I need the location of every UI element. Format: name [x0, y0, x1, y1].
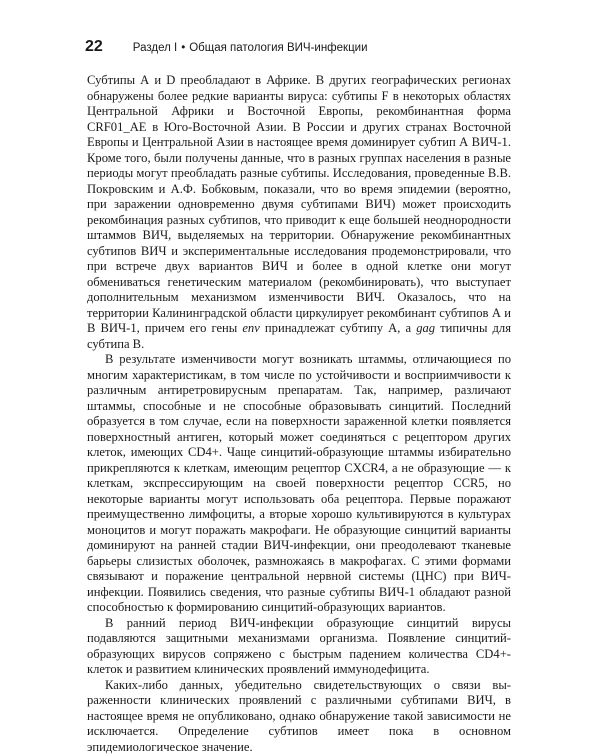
chapter-title: Общая патология ВИЧ-инфекции [189, 42, 367, 54]
paragraph-2: В результате изменчивости могут возникать штаммы, отличающиеся по многим характеристикам, в том числе по устойчивости и восприимчивости к различным антиретровирусным препаратам. Так, например, различают штаммы, способные и не способные образовывать синцитий. Последний образуется в том случае, если на поверхности зараженной клетки появляется поверхностный антиген, который может соединяться с рецептором других клеток, имеющих CD4+. Чаще синцитий-образующие штаммы избирательно прикрепляются к клеткам, имеющим рецептор CXCR4, а не образующие — к клеткам, экспрессирующим на своей поверхности рецептор CCR5, но некоторые варианты могут использовать оба рецептора. Первые поражают преимущественно лимфоциты, а вторые хорошо культивируются в культурах моноцитов и могут поражать макрофаги. Не образующие синцитий варианты доминируют на ранней стадии ВИЧ-инфекции, они преодолевают тканевые барьеры слизистых оболочек, размножаясь в макрофагах. С этими формами связывают и поражение центральной нервной системы (ЦНС) при ВИЧ-инфекции. Появились сведения, что разные субтипы ВИЧ-1 обладают разной способностью к формированию синцитий-образующих вариантов. [87, 352, 511, 616]
header-bullet: • [181, 42, 185, 54]
paragraph-1: Субтипы А и D преобладают в Африке. В других географических регионах обнаружены более редкие варианты вируса: субтипы F в некоторых областях Центральной Африки и Восточной Европы, рекомбинантная форма CRF01_AE в Юго-Восточной Азии. В России и других странах Восточной Европы и Центральной Азии в настоящее время доминирует субтип А ВИЧ-1. Кроме того, были получены данные, что в разных группах населения в разные периоды могут преобладать разные субтипы. Исследования, проведенные В.В. Покровским и А.Ф. Бобковым, показали, что во время эпидемии (вероятно, при заражении одновременно двумя субтипами ВИЧ) может происходить рекомбинация разных субтипов, что приводит к еще большей неоднородности штаммов ВИЧ, выделяемых на территории. Обнаружение рекомбинантных субтипов ВИЧ и экспериментальные исследования продемонстрировали, что при встрече двух вариантов ВИЧ и более в одной клетке они могут обмениваться генетическим материалом (рекомбинировать), что выступает дополнительным механизмом изменчивости ВИЧ. Оказалось, что на территории Калининградской области циркулирует рекомбинант субтипов А и В ВИЧ-1, причем его гены env принадлежат субтипу А, а gag типичны для субтипа В. [87, 73, 511, 352]
page-number: 22 [85, 38, 103, 56]
body-text [87, 73, 511, 755]
section-label: Раздел I [133, 42, 177, 54]
running-header [85, 38, 525, 58]
paragraph-3: В ранний период ВИЧ-инфекции образующие синцитий вирусы подавляются защитными механизмами организма. Появление синцитий-образующих вирусов сопряжено с быстрым падением количества CD4+-клеток и развитием клинических проявлений иммунодефицита. [87, 616, 511, 678]
gene-gag: gag [416, 321, 435, 335]
paragraph-4: Каких-либо данных, убедительно свидетельствующих о связи выраженности клинических проявлений с различными субтипами ВИЧ, в настоящее время не опубликовано, однако обнаружение такой зависимости не исключается. Определение субтипов имеет пока в основном эпидемиологическое значение. [87, 678, 511, 755]
gene-env: env [242, 321, 259, 335]
